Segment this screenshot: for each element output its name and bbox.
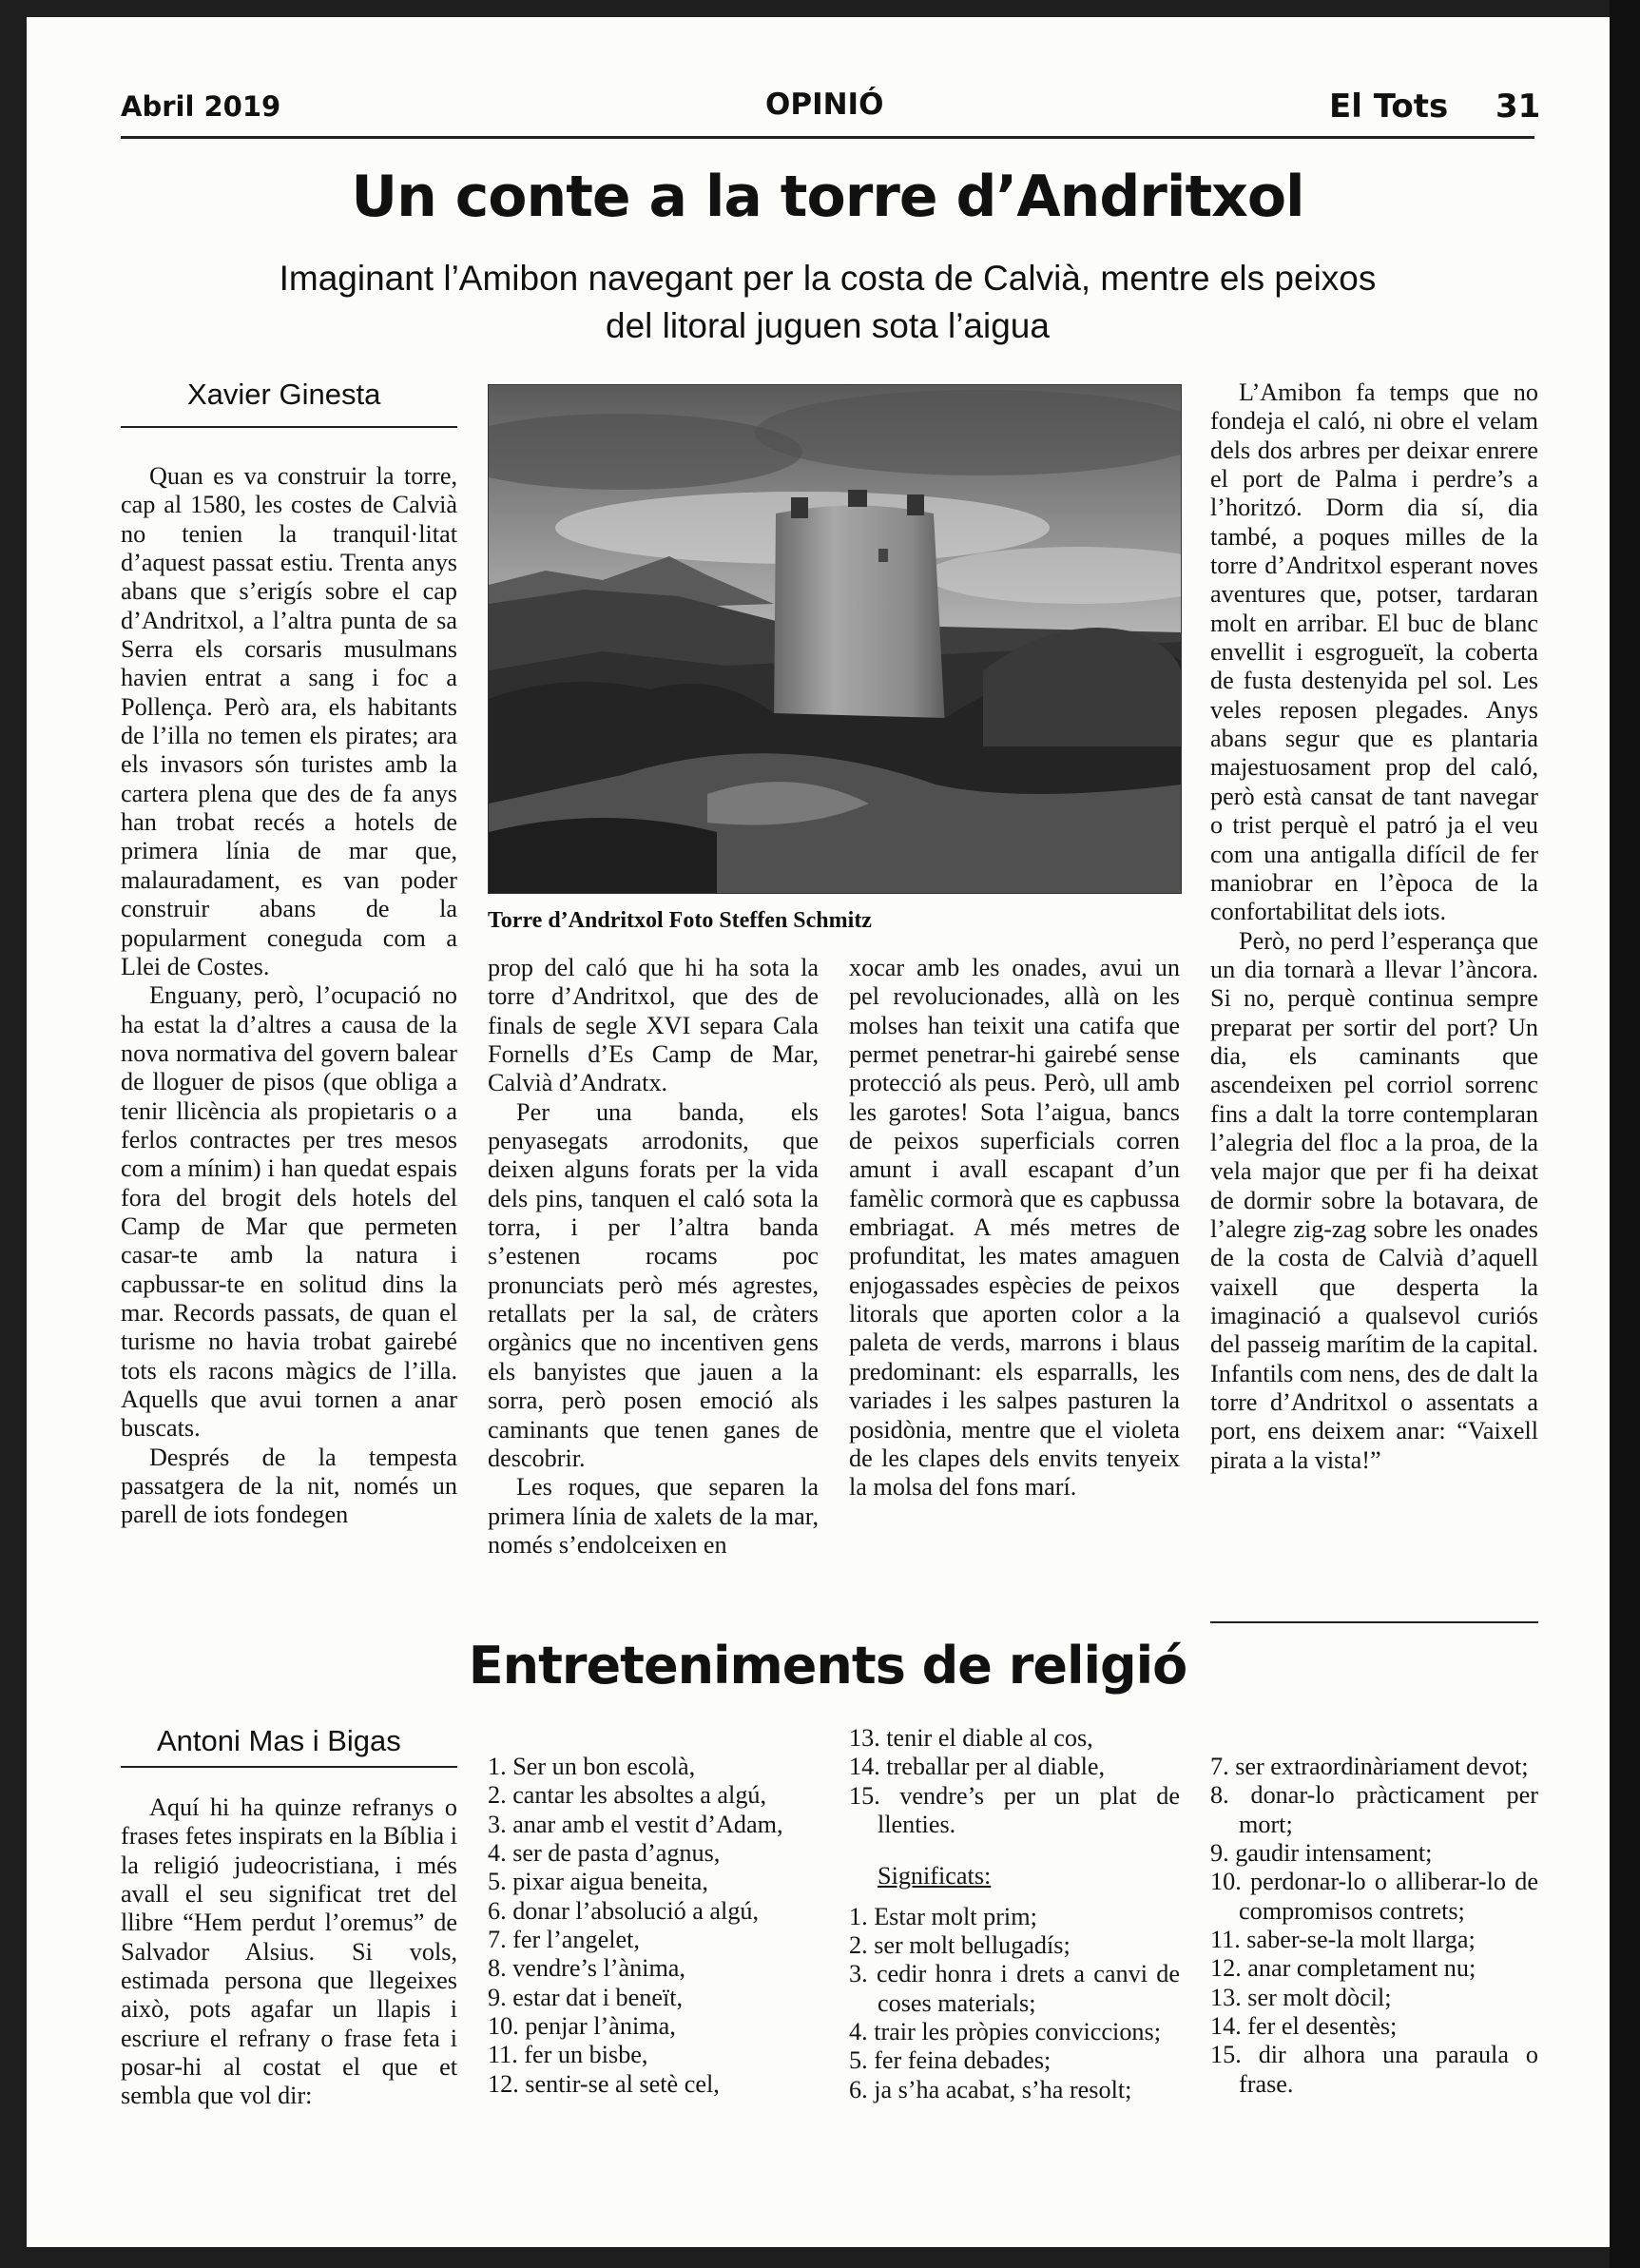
meanings-list-2 — [1210, 1753, 1538, 2099]
paragraph: Després de la tempesta passatgera de la nit, només un parell de iots fondegen — [121, 1443, 457, 1529]
list-item: 15. vendre’s per un plat de llenties. — [849, 1781, 1180, 1839]
sayings-list-1 — [488, 1753, 819, 2099]
meaning-item: 15. dir alhora una paraula o frase. — [1210, 2041, 1538, 2098]
paragraph: Les roques, que separen la primera línia de xalets de la mar, només s’endolceixen en — [488, 1473, 819, 1559]
tower-photo — [488, 384, 1182, 894]
meaning-item: 9. gaudir intensament; — [1210, 1839, 1433, 1868]
article-author: Xavier Ginesta — [187, 378, 381, 411]
list-item: 1. Ser un bon escolà, — [488, 1753, 696, 1780]
list-item: 11. fer un bisbe, — [488, 2041, 648, 2069]
paragraph: Per una banda, els penyasegats arrodonits, que deixen alguns forats per la vida dels pins, tanquen el caló sota la torra, i per l’altra banda s’estenen rocams poc pronunciats però més agrestes, retallats per la sal, de cràters orgànics que no incentiven gens els banyistes que jauen a la sorra, però posen emoció als caminants que tenen ganes de descobrir. — [488, 1097, 819, 1472]
meaning-item: 11. saber-se-la molt llarga; — [1210, 1926, 1476, 1954]
paragraph: Però, no perd l’esperança que un dia tornarà a llevar l’àncora. Si no, perquè continua sempre preparat per sortir del port? Un dia, els caminants que ascendeixen pel corriol sorrenc fins a dalt la torre contemplaran l’alegria del floc a la proa, de la vela major que per fi ha deixat de dormir sobre la botavara, de l’alegre zig-zag sobre les onades de la costa de Calvià d’aquell vaixell que desperta la imaginació a qualsevol curiós del passeig marítim de la capital. Infantils com nens, des de dalt la torre d’Andritxol o assentats a port, ens deixem anar: “Vaixell pirata a la vista!” — [1210, 926, 1538, 1474]
paragraph: Quan es va construir la torre, cap al 1580, les costes de Calvià no tenien la tranquil·litat d’aquest passat estiu. Trenta anys abans que s’erigís sobre el cap d’Andritxol, a l’altra punta de sa Serra els corsaris musulmans havien entrat a sang i foc a Pollença. Però ara, els habitants de l’illa no temen els pirates; ara els invasors són turistes amb la cartera plena que des de fa anys han trobat recés a hotels de primera línia de mar que, malauradament, es van poder construir abans de la popularment coneguda com a Llei de Costes. — [121, 462, 457, 980]
article2-title: Entreteniments de religió — [468, 1636, 1187, 1696]
list-item: 9. estar dat i beneït, — [488, 1983, 684, 2011]
article-subtitle — [121, 255, 1534, 350]
subtitle-line-1: Imaginant l’Amibon navegant per la costa de Calvià, mentre els peixos — [279, 259, 1377, 298]
meanings-heading: Significats: — [878, 1862, 992, 1890]
article2-intro — [121, 1793, 457, 2111]
meaning-item: 2. ser molt bellugadís; — [849, 1931, 1071, 1960]
meaning-item: 13. ser molt dòcil; — [1210, 1983, 1392, 2011]
section-name: OPINIÓ — [765, 87, 884, 122]
issue-date: Abril 2019 — [121, 90, 281, 123]
paragraph: Aquí hi ha quinze refranys o frases fetes inspirats en la Bíblia i la religió judeocristiana, i més avall el seu significat tret del llibre “Hem perdut l’oremus” de Salvador Alsius. Si vols, estimada persona que llegeixes això, pots agafar un llapis i escriure el refrany o frase feta i posar-hi al costat el que et sembla que vol dir: — [121, 1793, 457, 2110]
list-item: 8. vendre’s l’ànima, — [488, 1954, 685, 1983]
meaning-item: 1. Estar molt prim; — [849, 1902, 1037, 1930]
meaning-item: 8. donar-lo pràcticament per mort; — [1210, 1781, 1538, 1838]
list-item: 13. tenir el diable al cos, — [849, 1724, 1093, 1752]
paragraph: L’Amibon fa temps que no fondeja el caló, ni obre el velam dels dos arbres per deixar enrere el port de Palma i perdre’s a l’horitzó. Dorm dia sí, dia també, a poques milles de la torre d’Andritxol esperant noves aventures que, potser, tardaran molt en arribar. El buc de blanc envellit i esgrogueït, la coberta de fusta destenyida pel sol. Les veles reposen plegades. Anys abans segur que es plantaria majestuosament prop del caló, però està cansat de tant navegar o trist perquè el patró ja el veu com una antigalla difícil de fer maniobrar en l’època de la confortabilitat dels iots. — [1210, 378, 1538, 926]
meaning-item: 3. cedir honra i drets a canvi de coses materials; — [849, 1960, 1180, 2017]
list-item: 12. sentir-se al setè cel, — [488, 2069, 720, 2098]
meaning-item: 7. ser extraordinàriament devot; — [1210, 1753, 1529, 1780]
article-column-4 — [1210, 378, 1538, 1475]
list-item: 4. ser de pasta d’agnus, — [488, 1839, 721, 1868]
list-item: 10. penjar l’ànima, — [488, 2012, 676, 2041]
paragraph: xocar amb les onades, avui un pel revolucionades, allà on les molses han teixit una catifa que permet penetrar-hi gairebé sense protecció als peus. Però, ull amb les garotes! Sota l’aigua, bancs de peixos superficials corren amunt i avall escapant d’un famèlic cormorà que es capbussa embriagat. A més metres de profunditat, les mates amaguen enjogassades espècies de peixos litorals que aporten color a la paleta de verds, marrons i blaus predominant: els esparralls, les variades i les salpes pasturen la posidònia, mentre que el violeta de les clapes dels envits tenyeix la molsa del fons marí. — [849, 954, 1180, 1502]
list-item: 6. donar l’absolució a algú, — [488, 1896, 760, 1925]
article-end-rule — [1210, 1621, 1538, 1623]
list-item: 2. cantar les absoltes a algú, — [488, 1781, 767, 1810]
scan-edge — [1610, 0, 1640, 2268]
list-item: 7. fer l’angelet, — [488, 1926, 640, 1954]
paragraph: Enguany, però, l’ocupació no ha estat la d’altres a causa de la nova normativa del govern balear de lloguer de pisos (que obliga a tenir llicència als propietaris o a ferlos contractes per tres mesos com a mínim) i han quedat espais fora del brogit dels hotels del Camp de Mar que permeten casar-te amb la natura i capbussar-te en solitud dins la mar. Records passats, de quan el turisme no havia trobat gairebé tots els racons màgics de l’illa. Aquells que avui tornen a anar buscats. — [121, 981, 457, 1443]
header-rule — [121, 136, 1534, 139]
meaning-item: 5. fer feina debades; — [849, 2046, 1052, 2075]
meaning-item: 14. fer el desentès; — [1210, 2012, 1398, 2041]
list-item: 14. treballar per al diable, — [849, 1753, 1106, 1781]
paragraph: prop del caló que hi ha sota la torre d’Andritxol, que des de finals de segle XVI separa Cala Fornells d’Es Camp de Mar, Calvià d’Andratx. — [488, 954, 819, 1097]
meaning-item: 12. anar completament nu; — [1210, 1954, 1476, 1983]
photo-caption: Torre d’Andritxol Foto Steffen Schmitz — [488, 908, 872, 933]
meaning-item: 10. perdonar-lo o alliberar-lo de compromisos contrets; — [1210, 1868, 1538, 1925]
article-column-2 — [488, 954, 819, 1560]
meaning-item: 4. trair les pròpies conviccions; — [849, 2018, 1161, 2046]
article-column-3 — [849, 954, 1180, 1502]
page-number: 31 — [1495, 87, 1541, 126]
article-column-1 — [121, 462, 457, 1530]
article-title: Un conte a la torre d’Andritxol — [351, 164, 1304, 230]
byline2-rule — [121, 1766, 457, 1768]
meaning-item: 6. ja s’ha acabat, s’ha resolt; — [849, 2075, 1132, 2103]
byline-rule — [121, 426, 457, 428]
article2-author: Antoni Mas i Bigas — [157, 1724, 401, 1757]
subtitle-line-2: del litoral juguen sota l’aigua — [606, 306, 1050, 345]
sayings-list-2 — [849, 1724, 1180, 2104]
newspaper-name: El Tots — [1329, 87, 1449, 126]
list-item: 3. anar amb el vestit d’Adam, — [488, 1810, 783, 1838]
list-item: 5. pixar aigua beneita, — [488, 1868, 708, 1896]
